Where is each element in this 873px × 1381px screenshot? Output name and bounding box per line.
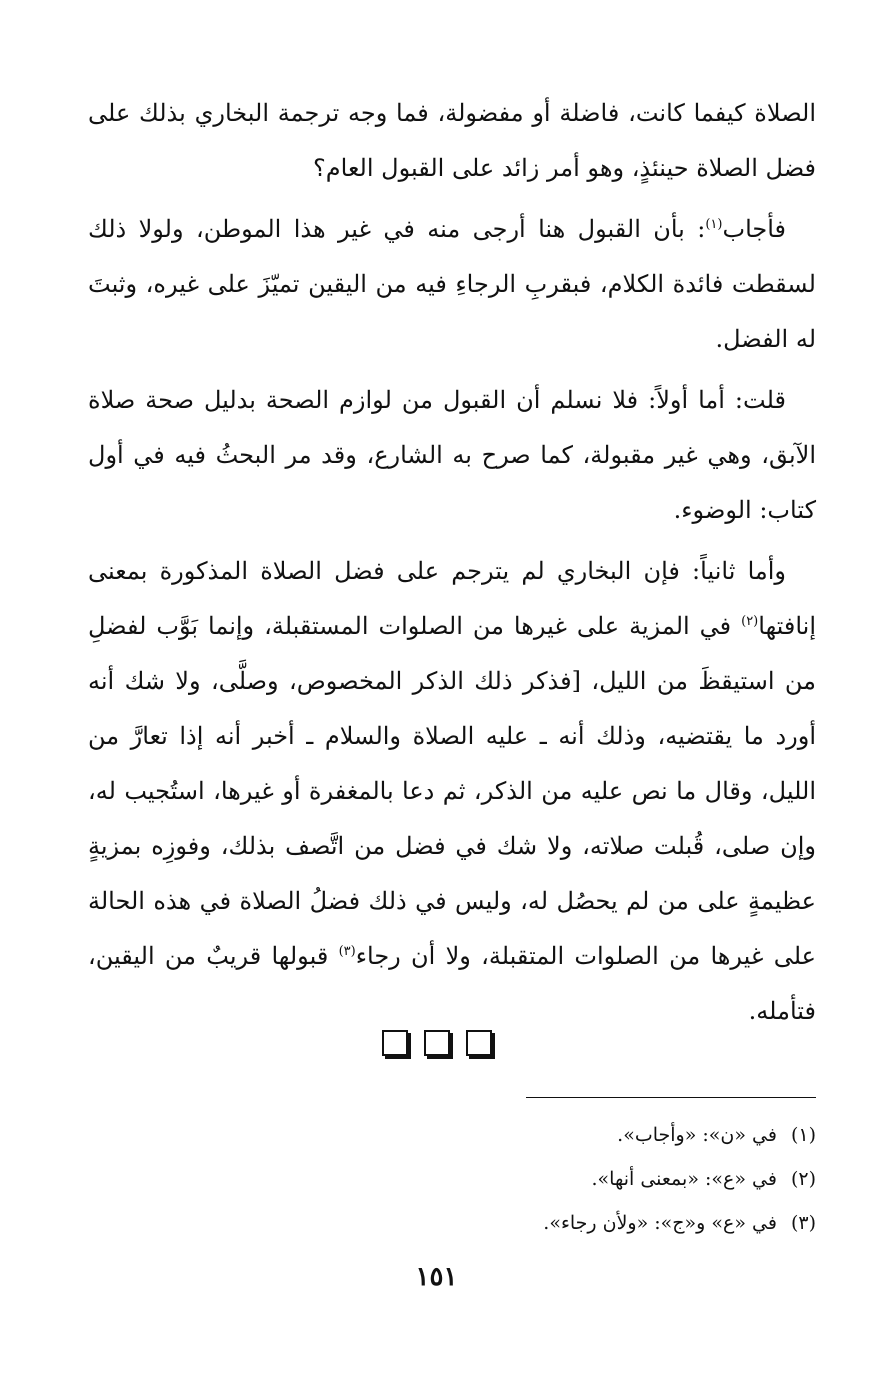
footnote-divider — [526, 1097, 816, 1098]
main-text — [88, 86, 816, 1045]
paragraph-4 — [88, 544, 816, 1039]
page-number: ١٥١ — [415, 1262, 458, 1292]
paragraph-2-start: فأجاب — [722, 215, 786, 243]
footnote-number: (٣) — [790, 1212, 816, 1234]
footnote-ref-3[interactable]: (٣) — [338, 944, 356, 959]
footnote-ref-1[interactable]: (١) — [705, 217, 723, 232]
footnote-text: في «ع»: «بمعنى أنها». — [591, 1168, 777, 1190]
footnote-3 — [88, 1201, 816, 1245]
footnote-ref-2[interactable]: (٢) — [741, 614, 759, 629]
paragraph-1 — [88, 86, 816, 196]
footnote-number: (٢) — [790, 1168, 816, 1190]
paragraph-4-middle: في المزية على غيرها من الصلوات المستقبلة، وإنما بَوَّب لفضلِ من استيقظَ من الليل، [فذكر ذلك الذكر المخصوص، وصلَّى، ولا شك أنه أورد ما يقتضيه، وذلك أنه ـ عليه الصلاة والسلام ـ أخبر أنه إذا تعارَّ من الليل، وقال ما نص عليه من الذكر، ثم دعا بالمغفرة أو غيرها، استُجيب له، وإن صلى، قُبلت صلاته، ولا شك في فضل من اتَّصف بذلك، وفوزِه بمزيةٍ عظيمةٍ على من لم يحصُل له، وليس في ذلك فضلُ الصلاة في هذه الحالة على غيرها من الصلوات المتقبلة، ولا أن رجاء — [88, 612, 817, 970]
footnote-1 — [88, 1113, 816, 1157]
footnotes — [88, 1113, 816, 1245]
separator-square-icon — [424, 1030, 450, 1056]
footnote-number: (١) — [790, 1124, 816, 1146]
paragraph-2-end: : بأن القبول هنا أرجى منه في غير هذا الموطن، ولولا ذلك لسقطت فائدة الكلام، فبقربِ الرجاءِ فيه من اليقين تميّزَ على غيره، وثبتَ له الفضل. — [88, 215, 816, 353]
footnote-text: في «ع» و«ج»: «ولأن رجاء». — [543, 1212, 777, 1234]
paragraph-3-text: قلت: أما أولاً: فلا نسلم أن القبول من لوازم الصحة بدليل صحة صلاة الآبق، وهي غير مقبولة، كما صرح به الشارع، وقد مر البحثُ فيه في أول كتاب: الوضوء. — [88, 386, 816, 524]
paragraph-1-text: الصلاة كيفما كانت، فاضلة أو مفضولة، فما وجه ترجمة البخاري بذلك على فضل الصلاة حينئذٍ، وهو أمر زائد على القبول العام؟ — [88, 99, 816, 182]
separator-square-icon — [382, 1030, 408, 1056]
paragraph-4-start: وأما ثانياً: فإن البخاري لم يترجم على فضل الصلاة المذكورة بمعنى إنافتها — [88, 557, 816, 640]
separator-square-icon — [466, 1030, 492, 1056]
paragraph-3 — [88, 373, 816, 538]
footnote-text: في «ن»: «وأجاب». — [617, 1124, 777, 1146]
footnote-2 — [88, 1157, 816, 1201]
section-separator — [0, 1030, 873, 1056]
paragraph-2 — [88, 202, 816, 367]
paragraph-4-end: قبولها قريبٌ من اليقين، فتأمله. — [88, 942, 816, 1025]
